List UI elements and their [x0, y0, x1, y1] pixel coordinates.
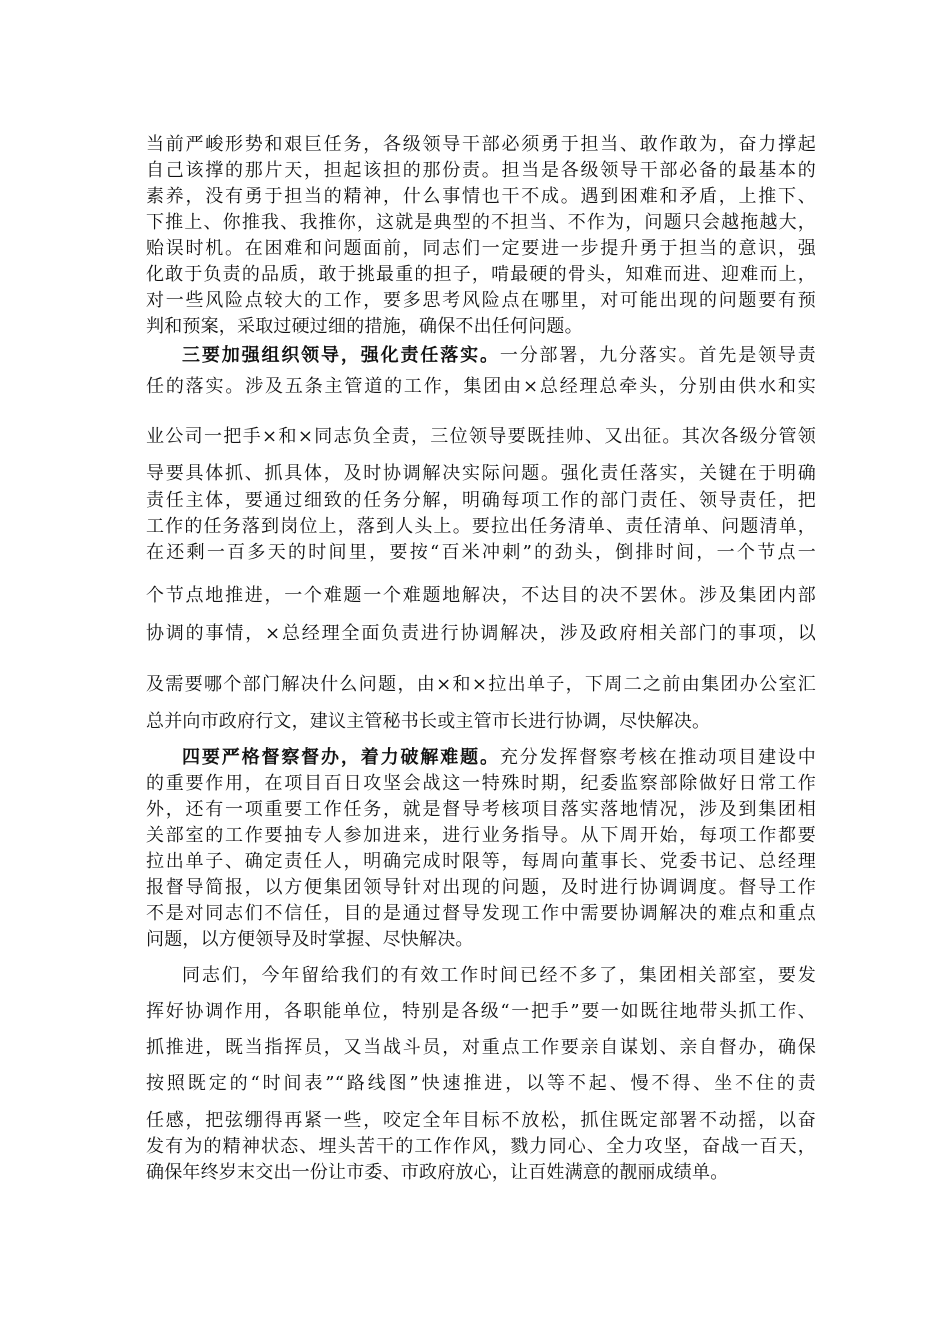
- text-line: 不是对同志们不信任，目的是通过督导发现工作中需要协调解决的难点和重点: [146, 903, 816, 924]
- text-line: 拉出单子、确定责任人，明确完成时限等，每周向董事长、党委书记、总经理: [146, 851, 816, 872]
- text-line: 个节点地推进，一个难题一个难题地解决，不达目的决不罢休。涉及集团内部: [146, 585, 816, 606]
- section-heading: 三要加强组织领导，强化责任落实。: [182, 345, 500, 366]
- text-line: 责任主体，要通过细致的任务分解，明确每项工作的部门责任、领导责任，把: [146, 490, 816, 511]
- text-line: 当前严峻形势和艰巨任务，各级领导干部必须勇于担当、敢作敢为，奋力撑起: [146, 134, 816, 155]
- text-line: 化敢于负责的品质，敢于挑最重的担子，啃最硬的骨头，知难而进、迎难而上，: [146, 264, 816, 285]
- text-line: 在还剩一百多天的时间里，要按“百米冲刺”的劲头，倒排时间，一个节点一: [146, 542, 816, 563]
- text-line: 的重要作用，在项目百日攻坚会战这一特殊时期，纪委监察部除做好日常工作: [146, 773, 816, 794]
- text-line: 抓推进，既当指挥员，又当战斗员，对重点工作要亲自谋划、亲自督办，确保: [146, 1037, 816, 1058]
- text-line: 导要具体抓、抓具体，及时协调解决实际问题。强化责任落实，关键在于明确: [146, 463, 816, 484]
- text-line: 任的落实。涉及五条主管道的工作，集团由×总经理总牵头，分别由供水和实: [146, 376, 816, 397]
- text-line: 及需要哪个部门解决什么问题，由×和×拉出单子，下周二之前由集团办公室汇: [146, 674, 816, 695]
- text-line: 关部室的工作要抽专人参加进来，进行业务指导。从下周开始，每项工作都要: [146, 825, 816, 846]
- text-line: 发有为的精神状态、埋头苦干的工作作风，戮力同心、全力攻坚，奋战一百天，: [146, 1136, 816, 1157]
- text-line: 总并向市政府行文，建议主管秘书长或主管市长进行协调，尽快解决。: [146, 711, 711, 732]
- text-line: 协调的事情，×总经理全面负责进行协调解决，涉及政府相关部门的事项，以: [146, 623, 816, 644]
- text-line: 问题，以方便领导及时掌握、尽快解决。: [146, 929, 474, 950]
- text-line: [182, 343, 816, 369]
- text-line: 外，还有一项重要工作任务，就是督导考核项目落实落地情况，涉及到集团相: [146, 799, 816, 820]
- text-line: 素养，没有勇于担当的精神，什么事情也干不成。遇到困难和矛盾，上推下、: [146, 186, 816, 207]
- text-line: 下推上、你推我、我推你，这就是典型的不担当、不作为，问题只会越拖越大，: [146, 212, 816, 233]
- text-line: 业公司一把手×和×同志负全责，三位领导要既挂帅、又出征。其次各级分管领: [146, 426, 816, 447]
- text-line: 确保年终岁末交出一份让市委、市政府放心，让百姓满意的靓丽成绩单。: [146, 1162, 729, 1183]
- text-line: 判和预案，采取过硬过细的措施，确保不出任何问题。: [146, 316, 583, 337]
- text-line: 对一些风险点较大的工作，要多思考风险点在哪里，对可能出现的问题要有预: [146, 290, 816, 311]
- text-line: 按照既定的“时间表”“路线图”快速推进，以等不起、慢不得、坐不住的责: [146, 1073, 816, 1094]
- text-line: 挥好协调作用，各职能单位，特别是各级“一把手”要一如既往地带头抓工作、: [146, 1001, 816, 1022]
- text-run: 一分部署，九分落实。首先是领导责: [499, 345, 816, 366]
- text-run: 充分发挥督察考核在推动项目建设中: [499, 747, 816, 768]
- text-line: 工作的任务落到岗位上，落到人头上。要拉出任务清单、责任清单、问题清单，: [146, 516, 816, 537]
- text-line: [182, 745, 816, 771]
- text-line: 同志们，今年留给我们的有效工作时间已经不多了，集团相关部室，要发: [182, 965, 816, 986]
- text-line: 贻误时机。在困难和问题面前，同志们一定要进一步提升勇于担当的意识，强: [146, 238, 816, 259]
- text-line: 自己该撑的那片天，担起该担的那份责。担当是各级领导干部必备的最基本的: [146, 160, 816, 181]
- section-heading: 四要严格督察督办，着力破解难题。: [182, 747, 500, 768]
- text-line: 报督导简报，以方便集团领导针对出现的问题，及时进行协调调度。督导工作: [146, 877, 816, 898]
- text-line: 任感，把弦绷得再紧一些，咬定全年目标不放松，抓住既定部署不动摇，以奋: [146, 1110, 816, 1131]
